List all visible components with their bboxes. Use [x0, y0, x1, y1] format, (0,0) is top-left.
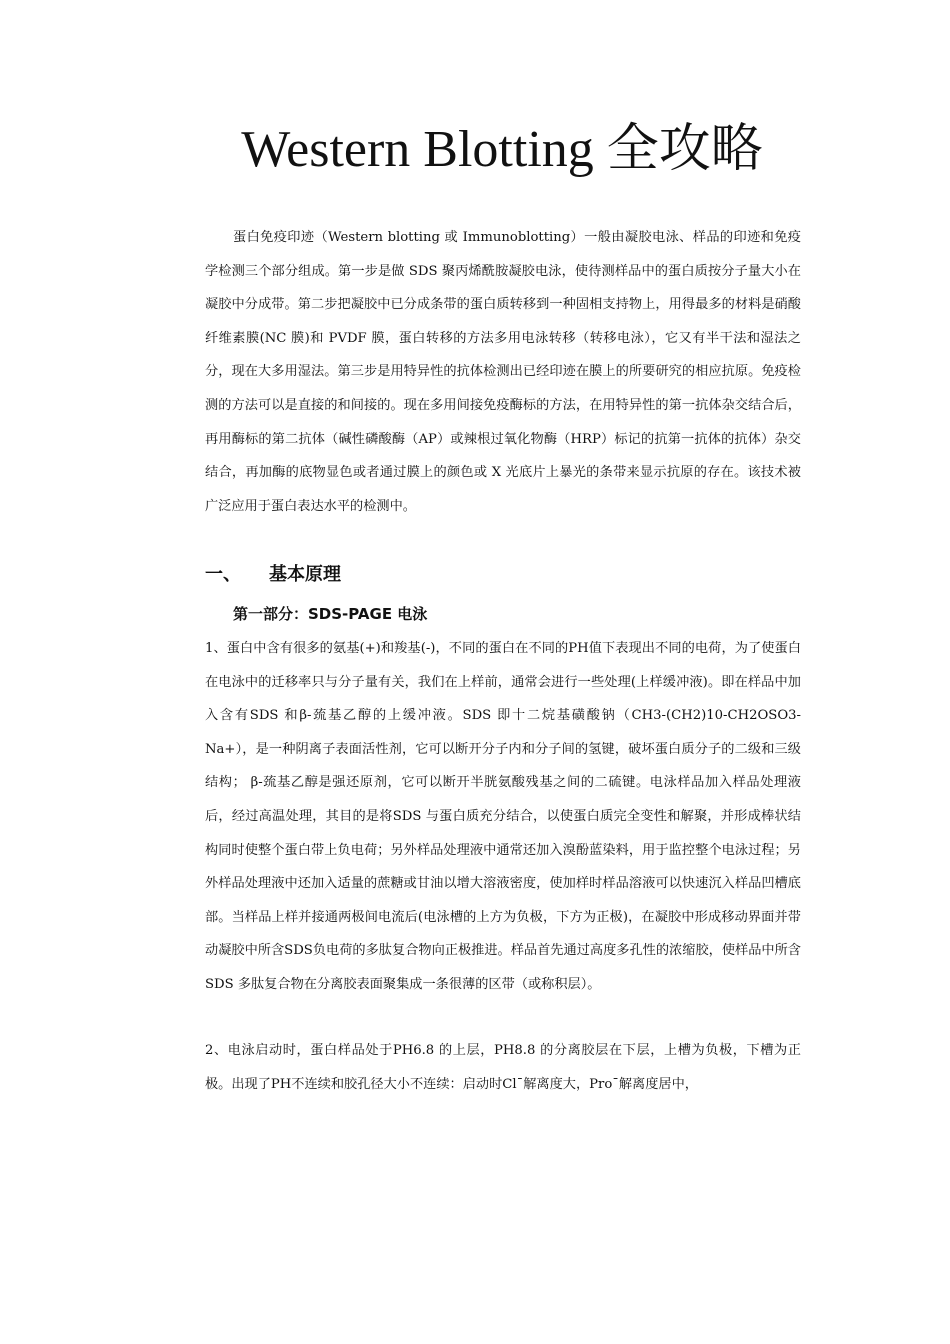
intro-paragraph: 蛋白免疫印迹（Western blotting 或 Immunoblotting）一般由凝胶电泳、样品的印迹和免疫学检测三个部分组成。第一步是做 SDS 聚丙烯酰胺凝胶电泳，使待测样品中的蛋白质按分子量大小在凝胶中分成带。第二步把凝胶中已分成条带的蛋白质转移到一种固相支持物上，用得最多的材料是硝酸纤维素膜(NC 膜)和 PVDF 膜，蛋白转移的方法多用电泳转移（转移电泳），它又有半干法和湿法之分，现在大多用湿法。第三步是用特异性的抗体检测出已经印迹在膜上的所要研究的相应抗原。免疫检测的方法可以是直接的和间接的。现在多用间接免疫酶标的方法，在用特异性的第一抗体杂交结合后，再用酶标的第二抗体（碱性磷酸酶（AP）或辣根过氧化物酶（HRP）标记的抗第一抗体的抗体）杂交结合，再加酶的底物显色或者通过膜上的颜色或 X 光底片上暴光的条带来显示抗原的存在。该技术被广泛应用于蛋白表达水平的检测中。: [205, 230, 801, 514]
section-heading: [205, 561, 705, 589]
section-title: 基本原理: [269, 564, 341, 585]
paragraph-sds-page-1: 1、蛋白中含有很多的氨基(+)和羧基(-)，不同的蛋白在不同的PH值下表现出不同的电荷，为了使蛋白在电泳中的迁移率只与分子量有关，我们在上样前，通常会进行一些处理(上样缓冲液)。即在样品中加入含有SDS 和β-巯基乙醇的上缓冲液。SDS 即十二烷基磺酸钠（CH3-(CH2)10-CH2OSO3- Na+），是一种阴离子表面活性剂，它可以断开分子内和分子间的氢键，破坏蛋白质分子的二级和三级结构； β-巯基乙醇是强还原剂，它可以断开半胱氨酸残基之间的二硫键。电泳样品加入样品处理液后，经过高温处理，其目的是将SDS 与蛋白质充分结合，以使蛋白质完全变性和解聚，并形成棒状结构同时使整个蛋白带上负电荷；另外样品处理液中通常还加入溴酚蓝染料，用于监控整个电泳过程；另外样品处理液中还加入适量的蔗糖或甘油以增大溶液密度，使加样时样品溶液可以快速沉入样品凹槽底部。当样品上样并接通两极间电流后(电泳槽的上方为负极，下方为正极)，在凝胶中形成移动界面并带动凝胶中所含SDS负电荷的多肽复合物向正极推进。样品首先通过高度多孔性的浓缩胶，使样品中所含SDS 多肽复合物在分离胶表面聚集成一条很薄的区带（或称积层）。: [205, 641, 801, 992]
subsection-heading: 第一部分：SDS-PAGE 电泳: [233, 605, 428, 623]
section-number: 一、: [205, 564, 241, 585]
paragraph-sds-page-2: 2、电泳启动时，蛋白样品处于PH6.8 的上层，PH8.8 的分离胶层在下层，上槽为负极，下槽为正极。出现了PH不连续和胶孔径大小不连续：启动时Cl¯解离度大，Pro¯解离度居中，: [205, 1043, 801, 1092]
document-title: Western Blotting 全攻略: [241, 121, 763, 178]
